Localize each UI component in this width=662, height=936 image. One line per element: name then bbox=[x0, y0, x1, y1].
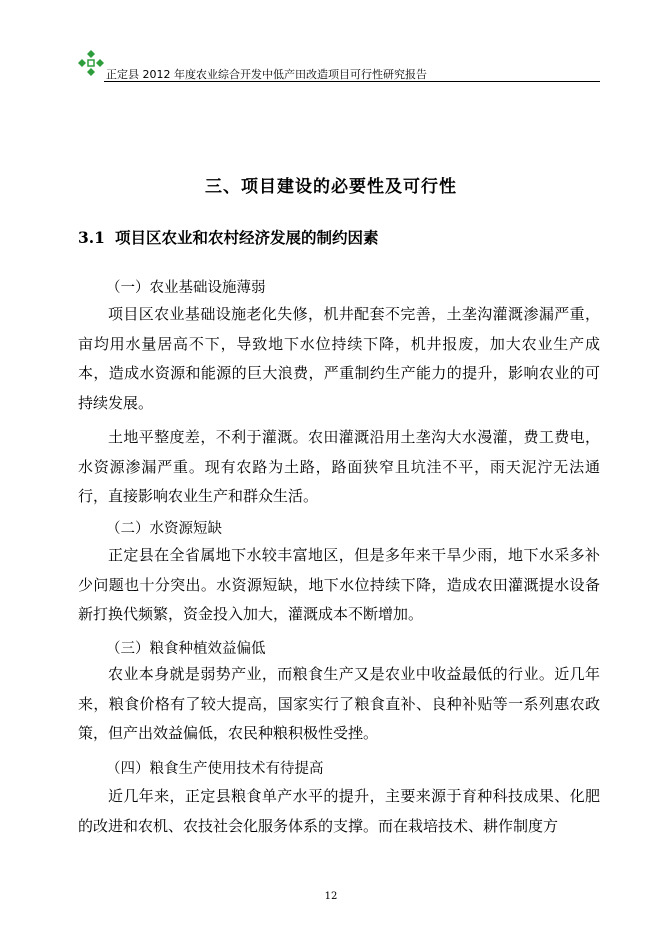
subsection-heading: （二）水资源短缺 bbox=[106, 521, 222, 537]
page-header bbox=[78, 44, 600, 84]
chapter-title: 三、项目建设的必要性及可行性 bbox=[205, 177, 457, 197]
subsection-heading: （四）粮食生产使用技术有待提高 bbox=[106, 761, 324, 777]
section-heading bbox=[78, 226, 378, 248]
subsection-heading: （三）粮食种植效益偏低 bbox=[106, 641, 266, 657]
header-title: 正定县 2012 年度农业综合开发中低产田改造项目可行性研究报告 bbox=[106, 68, 427, 81]
paragraph: 近几年来，正定县粮食单产水平的提升，主要来源于育种科技成果、化肥的改进和农机、农技社会化服务体系的支撑。而在栽培技术、耕作制度方 bbox=[78, 787, 600, 835]
green-diamond-emblem-icon bbox=[78, 50, 104, 76]
paragraph: 正定县在全省属地下水较丰富地区，但是多年来干旱少雨，地下水采多补少问题也十分突出。水资源短缺，地下水位持续下降，造成农田灌溉提水设备新打换代频繁，资金投入加大，灌溉成本不断增加。 bbox=[78, 546, 600, 623]
section-number: 3.1 bbox=[78, 228, 105, 247]
paragraph: 项目区农业基础设施老化失修，机井配套不完善，土垄沟灌溉渗漏严重，亩均用水量居高不下，导致地下水位持续下降，机井报废，加大农业生产成本，造成水资源和能源的巨大浪费，严重制约生产能力的提升，影响农业的可持续发展。 bbox=[78, 305, 600, 412]
section-title-text: 项目区农业和农村经济发展的制约因素 bbox=[114, 228, 379, 247]
subsection-heading: （一）农业基础设施薄弱 bbox=[106, 280, 266, 296]
paragraph: 土地平整度差，不利于灌溉。农田灌溉沿用土垄沟大水漫灌，费工费电，水资源渗漏严重。现有农路为土路，路面狭窄且坑洼不平，雨天泥泞无法通行，直接影响农业生产和群众生活。 bbox=[78, 428, 600, 505]
page-number: 12 bbox=[324, 891, 338, 902]
header-divider bbox=[104, 81, 600, 82]
paragraph: 农业本身就是弱势产业，而粮食生产又是农业中收益最低的行业。近几年来，粮食价格有了较大提高，国家实行了粮食直补、良种补贴等一系列惠农政策，但产出效益偏低，农民种粮积极性受挫。 bbox=[78, 665, 600, 742]
